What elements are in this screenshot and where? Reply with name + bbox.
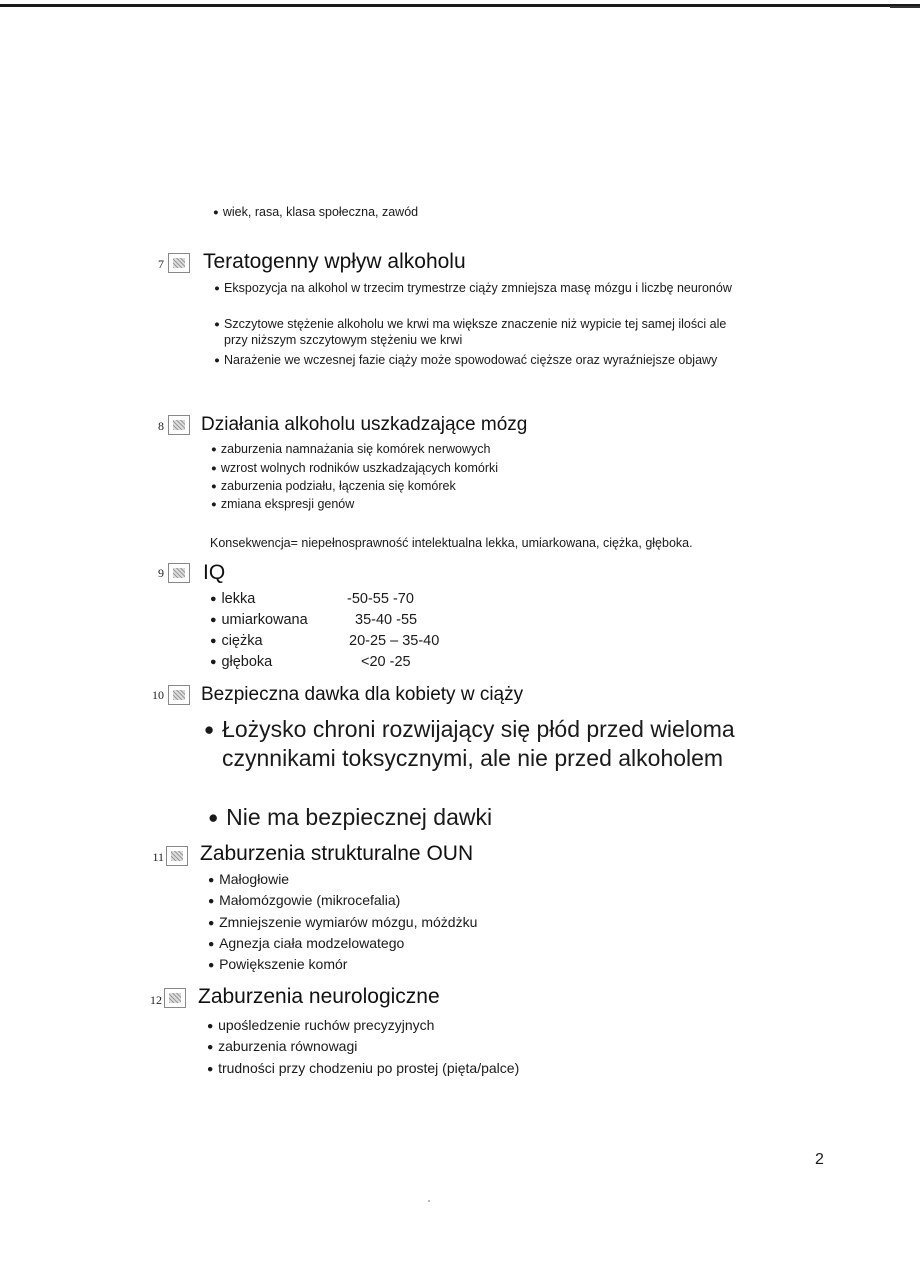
scan-speck bbox=[428, 1200, 430, 1202]
slide-title: Bezpieczna dawka dla kobiety w ciąży bbox=[201, 684, 524, 705]
list-item: ● Agnezja ciała modzelowatego bbox=[208, 935, 404, 952]
iq-row-value: <20 -25 bbox=[361, 654, 411, 670]
slide-title: IQ bbox=[203, 561, 226, 584]
slide-number: 9 bbox=[158, 566, 164, 580]
iq-row-value: 35-40 -55 bbox=[355, 612, 418, 628]
iq-row-label: ● umiarkowana bbox=[210, 610, 308, 630]
page-number: 2 bbox=[815, 1151, 824, 1168]
top-rule bbox=[0, 4, 920, 7]
slide-number: 7 bbox=[158, 257, 164, 271]
slide-thumbnail-icon bbox=[164, 988, 186, 1008]
slide-thumbnail-icon bbox=[168, 253, 190, 273]
iq-row-label: ● głęboka bbox=[210, 652, 272, 672]
slide-title: Teratogenny wpływ alkoholu bbox=[203, 250, 466, 273]
list-item: ● zmiana ekspresji genów bbox=[211, 496, 354, 512]
list-item: ● wiek, rasa, klasa społeczna, zawód bbox=[213, 204, 418, 220]
iq-row-label: ● lekka bbox=[210, 589, 255, 609]
consequence-note: Konsekwencja= niepełnosprawność intelektualna lekka, umiarkowana, ciężka, głęboka. bbox=[210, 536, 693, 550]
slide-number: 8 bbox=[158, 419, 164, 433]
list-item: ● wzrost wolnych rodników uszkadzających komórki bbox=[211, 460, 498, 476]
slide-title: Zaburzenia strukturalne OUN bbox=[200, 842, 474, 865]
top-rule-edge bbox=[890, 6, 920, 8]
list-item: ● Zmniejszenie wymiarów mózgu, móżdżku bbox=[208, 914, 477, 931]
slide-title: Działania alkoholu uszkadzające mózg bbox=[201, 414, 528, 435]
list-item: ● Łożysko chroni rozwijający się płód przed wieloma czynnikami toksycznymi, ale nie przed alkoholem bbox=[222, 715, 742, 773]
slide-thumbnail-icon bbox=[166, 846, 188, 866]
iq-row-value: -50-55 -70 bbox=[347, 591, 414, 607]
slide-number: 12 bbox=[150, 993, 162, 1007]
slide-thumbnail-icon bbox=[168, 563, 190, 583]
list-item: ● Małogłowie bbox=[208, 871, 289, 888]
list-item: ● zaburzenia podziału, łączenia się komórek bbox=[211, 478, 456, 494]
slide-number: 10 bbox=[152, 688, 164, 702]
list-item: ● zaburzenia równowagi bbox=[207, 1038, 357, 1055]
slide-thumbnail-icon bbox=[168, 685, 190, 705]
list-item: ● Powiększenie komór bbox=[208, 956, 347, 973]
list-item: ● upośledzenie ruchów precyzyjnych bbox=[207, 1017, 434, 1034]
slide-thumbnail-icon bbox=[168, 415, 190, 435]
list-item: ● trudności przy chodzeniu po prostej (pięta/palce) bbox=[207, 1060, 519, 1077]
iq-row-label: ● ciężka bbox=[210, 631, 263, 651]
slide-title: Zaburzenia neurologiczne bbox=[198, 985, 440, 1008]
list-item: ● Narażenie we wczesnej fazie ciąży może spowodować cięższe oraz wyraźniejsze objawy bbox=[224, 352, 734, 368]
iq-row-value: 20-25 – 35-40 bbox=[349, 633, 440, 649]
list-item: ● Małomózgowie (mikrocefalia) bbox=[208, 892, 400, 909]
slide-number: 11 bbox=[152, 850, 164, 864]
list-item: ● zaburzenia namnażania się komórek nerwowych bbox=[211, 441, 490, 457]
list-item: ● Ekspozycja na alkohol w trzecim trymestrze ciąży zmniejsza masę mózgu i liczbę neuronów bbox=[224, 280, 734, 296]
list-item: ● Szczytowe stężenie alkoholu we krwi ma większe znaczenie niż wypicie tej samej ilości ale przy niższym szczytowym stężeniu we krwi bbox=[224, 316, 734, 348]
list-item: ● Nie ma bezpiecznej dawki bbox=[208, 803, 492, 832]
